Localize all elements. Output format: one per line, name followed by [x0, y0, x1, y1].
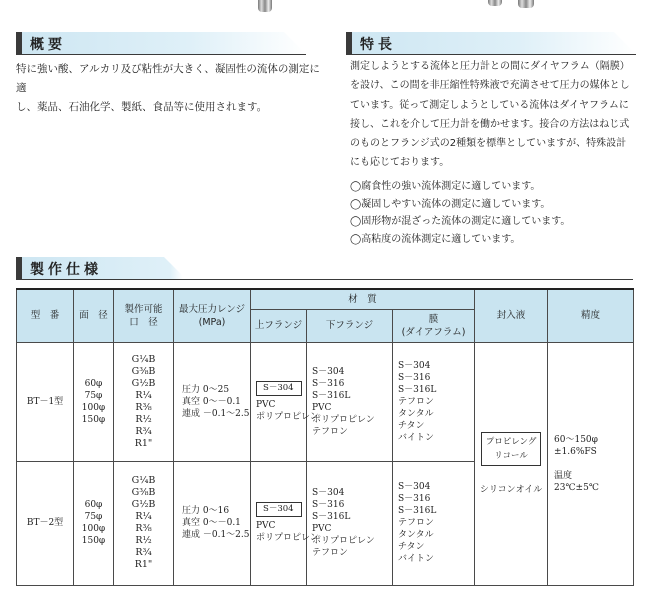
header-pressure: 最大圧力レンジ (MPa) [174, 289, 251, 342]
feature-item: ◯腐食性の強い流体測定に適しています。 [350, 181, 541, 192]
product-photo-right [488, 0, 502, 6]
lower-flange-cell: S－304 S－316 S－316L PVC ポリプロピレン テフロン [307, 461, 393, 585]
features-text: 測定しようとする流体と圧力計との間にダイヤフラム（隔膜） を設け、この間を非圧縮性特殊液で充満させて圧力の媒体とし ています。従って測定しようとしている流体はダイヤフラムに 接し、これを介して圧力計を働かせます。接合の方法はねじ式 のものとフランジ式の2種類を標準としていますが、特殊設計 にも応じております。 [350, 61, 630, 169]
bore-cell: G¼B G⅜B G½B R¼ R⅜ R½ R¾ R1" [114, 461, 174, 585]
header-upper-flange: 上フランジ [251, 309, 307, 342]
upper-flange-cell: S－304 PVC ポリプロピレン [251, 342, 307, 461]
membrane-cell: S－304 S－316 S－316L テフロン タンタル チタン バイトン [393, 342, 475, 461]
section-header-features [346, 32, 636, 55]
overview-text: 特に強い酸、アルカリ及び粘性が大きく、凝固性の流体の測定に適 し、薬品、石油化学、製紙、食品等に使用されます。 [16, 63, 320, 113]
feature-item: ◯固形物が混ざった流体の測定に適しています。 [350, 216, 571, 227]
features-list [350, 178, 640, 248]
section-title-overview: 概要 [30, 37, 66, 53]
section-header-spec [16, 257, 633, 280]
accuracy-cell: 60～150φ ±1.6%FS 温度 23℃±5℃ [548, 342, 634, 585]
header-material: 材 質 [251, 289, 475, 309]
membrane-cell: S－304 S－316 S－316L テフロン タンタル チタン バイトン [393, 461, 475, 585]
header-model: 型 番 [17, 289, 74, 342]
feature-item: ◯高粘度の流体測定に適しています。 [350, 233, 521, 245]
section-title-spec: 製作仕様 [30, 262, 102, 278]
header-diameter: 面 径 [74, 289, 114, 342]
header-accuracy: 精度 [548, 289, 634, 342]
fill-other: シリコンオイル [479, 484, 543, 495]
model-cell: BT－2型 [17, 461, 74, 585]
product-photo-left [258, 0, 272, 12]
fill-boxed: プロピレング リコール [481, 432, 542, 466]
upper-flange-cell: S－304 PVC ポリプロピレン [251, 461, 307, 585]
product-photo-right-2 [518, 0, 534, 8]
diameter-cell: 60φ 75φ 100φ 150φ [74, 461, 114, 585]
header-membrane: 膜 (ダイアフラム) [393, 309, 475, 342]
model-cell: BT－1型 [17, 342, 74, 461]
pressure-cell: 圧力 0～25 真空 0～－0.1 連成 －0.1～2.5 [174, 342, 251, 461]
section-title-features: 特長 [360, 37, 396, 53]
header-bore: 製作可能 口 径 [114, 289, 174, 342]
bore-cell: G¼B G⅜B G½B R¼ R⅜ R½ R¾ R1" [114, 342, 174, 461]
lower-flange-cell: S－304 S－316 S－316L PVC ポリプロピレン テフロン [307, 342, 393, 461]
table-row [17, 342, 634, 461]
diameter-cell: 60φ 75φ 100φ 150φ [74, 342, 114, 461]
header-fill: 封入液 [475, 289, 548, 342]
header-lower-flange: 下フランジ [307, 309, 393, 342]
upper-flange-boxed: S－304 [256, 381, 302, 396]
feature-item: ◯凝固しやすい流体の測定に適しています。 [350, 198, 551, 210]
fill-cell [475, 342, 548, 585]
spec-table [16, 288, 634, 586]
upper-flange-boxed: S－304 [256, 502, 302, 517]
section-header-overview [16, 32, 306, 55]
pressure-cell: 圧力 0～16 真空 0～－0.1 連成 －0.1～2.5 [174, 461, 251, 585]
